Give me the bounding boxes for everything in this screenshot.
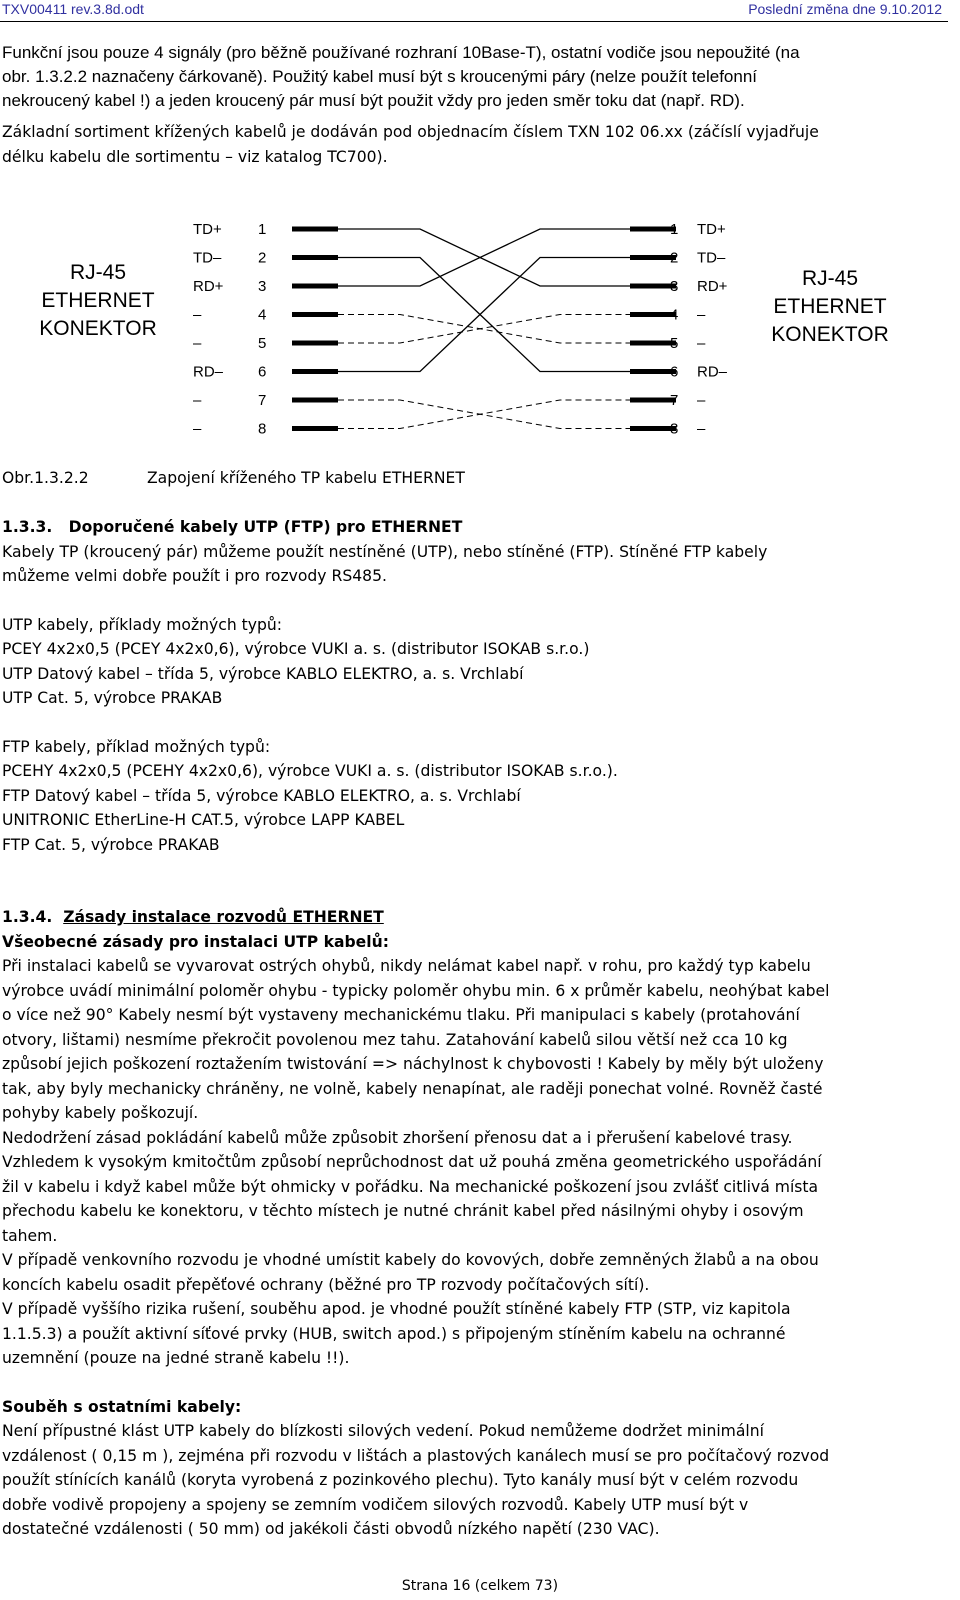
right-pin-number: 1 xyxy=(670,221,679,238)
list-item: FTP Cat. 5, výrobce PRAKAB xyxy=(2,835,220,854)
utp-heading: UTP kabely, příklady možných typů: xyxy=(2,615,283,634)
left-signal-label: – xyxy=(193,335,202,352)
subheading: Všeobecné zásady pro instalaci UTP kabelů: xyxy=(2,932,389,951)
right-pin-number: 7 xyxy=(670,392,679,409)
right-signal-label: TD+ xyxy=(697,221,726,238)
list-item: UTP Datový kabel – třída 5, výrobce KABLO ELEKTRO, a. s. Vrchlabí xyxy=(2,664,524,683)
page-header xyxy=(0,0,960,18)
right-pin-number: 2 xyxy=(670,249,679,267)
subheading: Souběh s ostatními kabely: xyxy=(2,1397,242,1416)
left-pin-contact xyxy=(292,398,338,403)
page-footer: Strana 16 (celkem 73) xyxy=(401,1578,559,1594)
left-pin-contact xyxy=(292,227,338,232)
ftp-heading: FTP kabely, příklad možných typů: xyxy=(2,737,271,756)
text-line: výrobce uvádí minimální poloměr ohybu - typicky poloměr ohybu min. 6 x průměr kabelu, neohýbat kabel xyxy=(2,981,830,1000)
left-pin-contact xyxy=(292,284,338,289)
crossover-wiring-diagram xyxy=(0,205,960,445)
text-line: uzemnění (pouze na jedné straně kabelu !!). xyxy=(2,1349,350,1367)
figure-caption-text: Zapojení kříženého TP kabelu ETHERNET xyxy=(147,469,465,487)
left-signal-label: RD– xyxy=(193,363,224,381)
connector-label-line: ETHERNET xyxy=(41,289,155,312)
text-line: Kabely TP (kroucený pár) můžeme použít nestíněné (UTP), nebo stíněné (FTP). Stíněné FTP kabely xyxy=(2,542,768,561)
left-signal-label: RD+ xyxy=(193,278,224,295)
text-line: žil v kabelu i když kabel může být ohmicky v pořádku. Na mechanické poškození jsou zvlášť citlivá místa xyxy=(2,1177,819,1196)
text-line: vzdálenost ( 0,15 m ), zejména při rozvodu v lištách a plastových kanálech musí se pro počítačový rozvod xyxy=(2,1446,830,1465)
text-line: Není přípustné klást UTP kabely do blízkosti silových vedení. Pokud nemůžeme dodržet minimální xyxy=(2,1422,764,1440)
connector-label-line: KONEKTOR xyxy=(771,323,889,346)
left-signal-label: TD– xyxy=(193,249,222,267)
text-line: pohyby kabely poškozují. xyxy=(2,1104,199,1122)
header-rule xyxy=(0,21,948,22)
right-connector-label xyxy=(771,267,888,346)
left-pin-contact xyxy=(292,255,338,260)
left-pin-number: 5 xyxy=(258,335,267,352)
left-signal-label: TD+ xyxy=(193,221,222,238)
text-line: dostatečné vzdálenosti ( 50 mm) od jakékoli části obvodů nízkého napětí (230 VAC). xyxy=(2,1520,660,1538)
text-line: Vzhledem k vysokým kmitočtům způsobí neprůchodnost dat už pouhá změna geometrického uspořádání xyxy=(2,1153,822,1171)
left-pin-number: 7 xyxy=(258,392,267,409)
sortiment-paragraph xyxy=(2,120,950,169)
figure-caption xyxy=(2,466,950,491)
last-modified: Poslední změna dne 9.10.2012 xyxy=(748,1,942,17)
right-signal-label: – xyxy=(697,420,706,438)
list-item: PCEHY 4x2x0,5 (PCEHY 4x2x0,6), výrobce VUKI a. s. (distributor ISOKAB s.r.o.). xyxy=(2,762,618,780)
section-1-3-3 xyxy=(2,515,950,857)
right-signal-label: RD– xyxy=(697,363,728,381)
text-line: otvory, lištami) nesmíme překročit povolenou mez tahu. Zatahování kabelů silou větší než cca 10 kg xyxy=(2,1030,788,1049)
left-pin-contact xyxy=(292,426,338,431)
text-line: dobře vodivě propojeny a spojeny se zemním vodičem silových rozvodů. Kabely UTP musí být v xyxy=(2,1495,749,1514)
left-pin-number: 1 xyxy=(258,221,267,238)
section-title: Doporučené kabely UTP (FTP) pro ETHERNET xyxy=(68,518,463,536)
right-pin-number: 3 xyxy=(670,278,679,295)
text-line: Základní sortiment křížených kabelů je dodáván pod objednacím číslem TXN 102 06.xx (záčíslí vyjadřuje xyxy=(2,123,819,141)
section-heading xyxy=(2,515,950,540)
diagram-pins-and-wires xyxy=(193,221,728,438)
left-pin-contact xyxy=(292,312,338,317)
left-pin-number: 8 xyxy=(258,420,267,438)
right-signal-label: RD+ xyxy=(697,278,728,295)
connector-label-line: RJ-45 xyxy=(801,267,859,290)
section-1-3-4 xyxy=(2,905,950,1542)
right-pin-number: 5 xyxy=(670,335,679,352)
text-line: koncích kabelu osadit přepěťové ochrany (běžné pro TP rozvody počítačových sítí). xyxy=(2,1275,650,1294)
connector-label-line: KONEKTOR xyxy=(39,317,157,340)
left-pin-number: 2 xyxy=(258,249,267,267)
section-title: Zásady instalace rozvodů ETHERNET xyxy=(63,908,384,926)
right-pin-number: 8 xyxy=(670,420,679,438)
list-item: FTP Datový kabel – třída 5, výrobce KABLO ELEKTRO, a. s. Vrchlabí xyxy=(2,786,521,805)
right-signal-label: – xyxy=(697,392,706,409)
wire-unused xyxy=(338,400,630,429)
list-item: PCEY 4x2x0,5 (PCEY 4x2x0,6), výrobce VUKI a. s. (distributor ISOKAB s.r.o.) xyxy=(2,640,590,658)
left-pin-contact xyxy=(292,369,338,374)
right-signal-label: – xyxy=(697,335,706,352)
body-paragraph xyxy=(2,954,950,1371)
section-heading xyxy=(2,905,950,930)
left-pin-number: 3 xyxy=(258,278,267,295)
figure-number: Obr.1.3.2.2 xyxy=(2,469,89,487)
right-signal-label: TD– xyxy=(697,249,726,267)
text-line: způsobí jejich poškození roztažením twistování => náchylnost k chybovosti ! Kabely by měly být uloženy xyxy=(2,1055,824,1073)
intro-paragraph xyxy=(2,41,946,113)
section-number: 1.3.4. xyxy=(2,908,53,926)
text-line: 1.1.5.3) a použít aktivní síťové prvky (HUB, switch apod.) s připojeným stíněním kabelu na ochranné xyxy=(2,1324,786,1343)
text-line: Nedodržení zásad pokládání kabelů může způsobit zhoršení přenosu dat a i přerušení kabelové trasy. xyxy=(2,1128,793,1147)
right-pin-number: 4 xyxy=(670,306,679,324)
text-line: použít stínících kanálů (koryta vyrobená z pozinkového plechu). Tyto kanály musí být v celém rozvodu xyxy=(2,1471,799,1489)
left-pin-contact xyxy=(292,341,338,346)
right-signal-label: – xyxy=(697,306,706,324)
text-line: délku kabelu dle sortimentu – viz katalog TC700). xyxy=(2,147,388,166)
section-number: 1.3.3. xyxy=(2,518,53,536)
left-signal-label: – xyxy=(193,392,202,409)
list-item: UTP Cat. 5, výrobce PRAKAB xyxy=(2,689,223,707)
list-item: UNITRONIC EtherLine-H CAT.5, výrobce LAPP KABEL xyxy=(2,811,405,829)
left-signal-label: – xyxy=(193,306,202,324)
wire-unused xyxy=(338,400,630,429)
text-line: Funkční jsou pouze 4 signály (pro běžně používané rozhraní 10Base-T), ostatní vodiče jsou nepoužité (na xyxy=(2,43,800,62)
text-line: obr. 1.3.2.2 naznačeny čárkovaně). Použitý kabel musí být s kroucenými páry (nelze použít telefonní xyxy=(2,67,758,86)
text-line: přechodu kabelu ke konektoru, v těchto místech je nutné chránit kabel před násilnými ohyby i osovým xyxy=(2,1202,804,1220)
connector-label-line: RJ-45 xyxy=(69,261,127,284)
text-line: tak, aby byly mechanicky chráněny, ne volně, kabely nenapínat, ale raději ponechat volné. Rovněž časté xyxy=(2,1079,823,1098)
text-line: můžeme velmi dobře použít i pro rozvody RS485. xyxy=(2,567,387,585)
left-pin-number: 4 xyxy=(258,306,267,324)
left-pin-number: 6 xyxy=(258,363,267,381)
left-signal-label: – xyxy=(193,420,202,438)
text-line: o více než 90° Kabely nesmí být vystaveny mechanickému tlaku. Při manipulaci s kabely (protahování xyxy=(2,1006,800,1024)
connector-label-line: ETHERNET xyxy=(773,295,887,318)
body-paragraph xyxy=(2,1419,950,1542)
text-line: V případě venkovního rozvodu je vhodné umístit kabely do kovových, dobře zemněných žlabů a na obou xyxy=(2,1251,819,1269)
document-filename: TXV00411 rev.3.8d.odt xyxy=(2,1,144,17)
text-line: Při instalaci kabelů se vyvarovat ostrých ohybů, nikdy nelámat kabel např. v rohu, pro každý typ kabelu xyxy=(2,957,811,975)
right-pin-number: 6 xyxy=(670,363,679,381)
left-connector-label xyxy=(39,261,156,340)
text-line: tahem. xyxy=(2,1226,58,1245)
text-line: V případě vyššího rizika rušení, souběhu apod. je vhodné použít stíněné kabely FTP (STP, viz kapitola xyxy=(2,1300,791,1318)
text-line: nekroucený kabel !) a jeden kroucený pár musí být použit vždy pro jeden směr toku dat (např. RD). xyxy=(2,91,745,110)
